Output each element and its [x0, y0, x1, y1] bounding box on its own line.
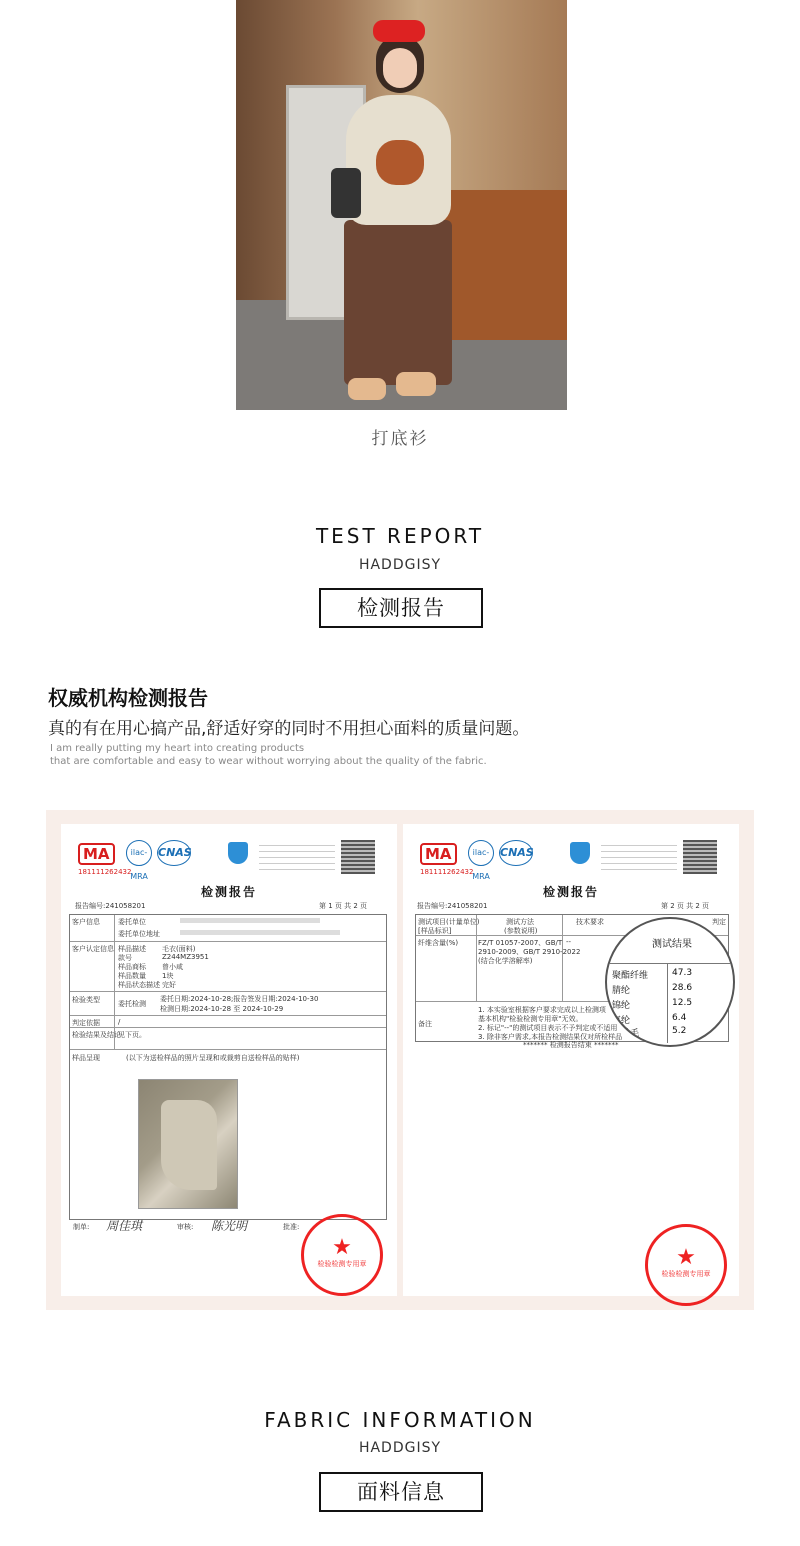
signature-2: 陈光明: [211, 1219, 248, 1233]
authority-title: 权威机构检测报告: [48, 686, 208, 710]
report-title: 检测报告: [200, 885, 257, 899]
photo-caption: 打底衫: [371, 429, 429, 449]
model-photo: [236, 0, 567, 410]
cnas-logo: CNAS: [499, 840, 533, 866]
report-no: 报告编号:241058201: [75, 902, 146, 910]
signature-1: 周佳琪: [106, 1219, 143, 1233]
contact-info: [259, 840, 335, 870]
result-table: 测试项目(计量单位) [样品标识] 测试方法 (参数说明) 技术要求 判定 纤维含量(%) FZ/T 01057-2007、GB/T 2910-2009、GB/T 2910-2022 (结合化学溶解率) -- 备注 1. 本实验室根据客户要求完成以上检测项 基本机构"检验检测专用章"无效。 2. 标记"--"的测试项目表示不予判定或不适用 3. 除非客户需求,本报告检测结果仅对所检样品: [415, 914, 729, 1042]
sample-photo: [138, 1079, 238, 1209]
official-seal: ★ 检验检测专用章: [645, 1224, 727, 1306]
shield-icon: [228, 842, 248, 864]
authority-en-line1: I am really putting my heart into creating products: [50, 743, 305, 754]
report-table: 客户信息 委托单位 委托单位地址 客户认定信息 样品描述 毛衣(面料) 款号 Z244MZ3951 样品商标 曾小咸 样品数量 1块 样品状态描述 完好 检验类型 委托检测 委托日期:2024-10-28;报告签发日期:2024-10-30 检测日期:2024-10-28 至 2024-10-29 判定依据 / 检验结果及结论 见下页。 样品呈现 (以下为送检样品的照片呈现和或裁剪自送检样品的贴样): [69, 914, 387, 1220]
official-seal: ★ 检验检测专用章: [301, 1214, 383, 1296]
fabric-info-brand: HADDGISY: [358, 1440, 442, 1456]
ilac-logo: ilac-MRA: [126, 840, 152, 866]
ma-number: 181111262432: [420, 868, 474, 876]
page-info: 第 1 页 共 2 页: [319, 902, 368, 910]
test-report-cn-label: 检测报告: [319, 588, 483, 628]
ma-number: 181111262432: [78, 868, 132, 876]
approved-by-label: 批准:: [283, 1223, 300, 1231]
authority-subtitle: 真的有在用心搞产品,舒适好穿的同时不用担心面料的质量问题。: [48, 719, 530, 739]
page-info: 第 2 页 共 2 页: [661, 902, 710, 910]
contact-info: [601, 840, 677, 870]
authority-en-line2: that are comfortable and easy to wear without worrying about the quality of the fabric.: [50, 756, 487, 767]
report-end: ******* 检测报告结束 *******: [523, 1041, 619, 1049]
reviewed-by-label: 审核:: [177, 1223, 194, 1231]
test-report-title: TEST REPORT: [315, 524, 485, 548]
report-page-1: [61, 824, 397, 1296]
qr-code: [683, 840, 717, 874]
made-by-label: 制单:: [73, 1223, 90, 1231]
ma-logo: MA: [78, 844, 115, 863]
ilac-logo: ilac-MRA: [468, 840, 494, 866]
shield-icon: [570, 842, 590, 864]
qr-code: [341, 840, 375, 874]
ma-logo: MA: [420, 844, 457, 863]
report-title: 检测报告: [542, 885, 599, 899]
cnas-logo: CNAS: [157, 840, 191, 866]
report-page-2: [403, 824, 739, 1296]
results-title: 测试结果: [652, 939, 692, 950]
results-magnifier: 测试结果 聚酯纤维 47.3 腈纶 28.6 锦纶 12.5 氨纶 6.4 绵羊毛 5.2: [605, 917, 735, 1047]
test-report-brand: HADDGISY: [358, 557, 442, 573]
fabric-info-title: FABRIC INFORMATION: [264, 1408, 536, 1432]
report-no: 报告编号:241058201: [417, 902, 488, 910]
fabric-info-cn-label: 面料信息: [319, 1472, 483, 1512]
